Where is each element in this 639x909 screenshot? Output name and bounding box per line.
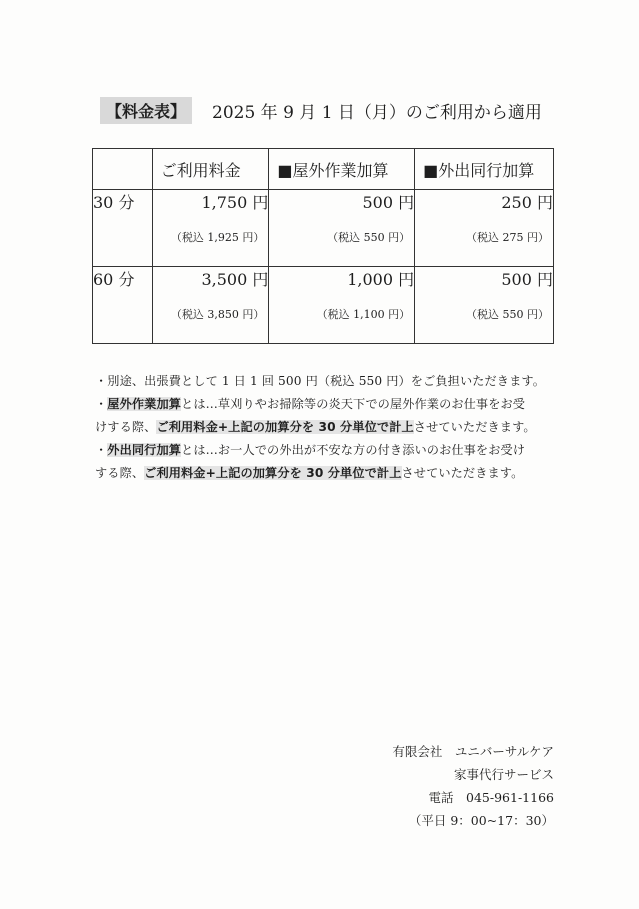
billing-rule-highlight: ご利用料金+上記の加算分を 30 分単位で計上 [144, 466, 402, 480]
price-amount: 1,750 円 [201, 193, 269, 212]
price-tax-included: （税込 1,100 円） [316, 308, 411, 321]
note-outdoor-line2 [95, 416, 565, 439]
note-text: させていただきます。 [401, 466, 524, 480]
page-heading [100, 97, 542, 124]
note-outdoor-line1 [95, 393, 565, 416]
billing-rule-highlight: ご利用料金+上記の加算分を 30 分単位で計上 [156, 420, 414, 434]
header-outing-surcharge: ■外出同行加算 [415, 149, 554, 190]
notes-section [95, 370, 565, 485]
note-text: けする際、 [95, 420, 157, 434]
table-header-row [93, 149, 554, 190]
price-cell [415, 190, 554, 267]
price-tax-included: （税込 550 円） [466, 308, 549, 321]
header-blank [93, 149, 153, 190]
note-text: する際、 [95, 466, 145, 480]
outing-term: 外出同行加算 [107, 443, 182, 457]
duration-cell: 60 分 [93, 267, 153, 344]
company-name: 有限会社 ユニバーサルケア [392, 744, 554, 759]
header-usage-fee: ご利用料金 [152, 149, 269, 190]
bullet: ・ [95, 397, 108, 411]
header-outdoor-surcharge: ■屋外作業加算 [269, 149, 415, 190]
price-cell [152, 190, 269, 267]
note-travel-fee: ・別途、出張費として 1 日 1 回 500 円（税込 550 円）をご負担いただきます。 [95, 374, 545, 388]
effective-date-text: 2025 年 9 月 1 日（月）のご利用から適用 [212, 103, 542, 123]
note-text: させていただきます。 [413, 420, 536, 434]
price-amount: 500 円 [362, 193, 415, 212]
price-tax-included: （税込 1,925 円） [170, 231, 265, 244]
business-hours: （平日 9：00~17：30） [408, 813, 554, 828]
note-outing-line2 [95, 462, 565, 485]
price-cell [269, 267, 415, 344]
price-table [92, 148, 554, 344]
phone-number: 電話 045-961-1166 [428, 790, 554, 805]
price-amount: 3,500 円 [201, 270, 269, 289]
table-row [93, 267, 554, 344]
outdoor-term: 屋外作業加算 [107, 397, 182, 411]
price-cell [152, 267, 269, 344]
price-amount: 1,000 円 [347, 270, 415, 289]
price-cell [269, 190, 415, 267]
duration-cell: 30 分 [93, 190, 153, 267]
bullet: ・ [95, 443, 108, 457]
table-row [93, 190, 554, 267]
price-tax-included: （税込 550 円） [327, 231, 411, 244]
price-list-badge: 【料金表】 [100, 97, 192, 124]
service-name: 家事代行サービス [453, 767, 554, 782]
price-tax-included: （税込 275 円） [466, 231, 549, 244]
price-cell [415, 267, 554, 344]
price-amount: 500 円 [501, 270, 553, 289]
note-text: とは…草刈りやお掃除等の炎天下での屋外作業のお仕事をお受 [181, 397, 526, 411]
price-tax-included: （税込 3,850 円） [170, 308, 265, 321]
company-footer [392, 740, 554, 832]
price-amount: 250 円 [501, 193, 553, 212]
note-outing-line1 [95, 439, 565, 462]
note-text: とは…お一人での外出が不安な方の付き添いのお仕事をお受け [181, 443, 526, 457]
